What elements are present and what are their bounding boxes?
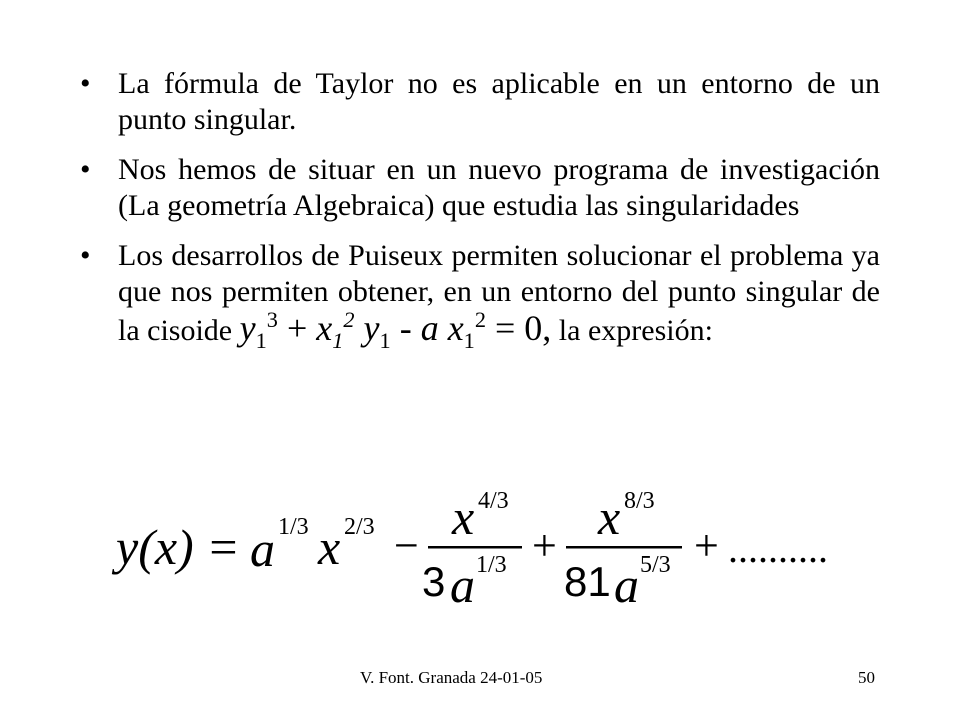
fraction2-bar (566, 546, 682, 549)
formula-continuation-dots: .......... (728, 526, 828, 571)
formula-minus: − (394, 521, 419, 570)
fraction2-numerator-x: x (598, 489, 621, 545)
fraction1-denominator-coefficient: 3 (422, 558, 446, 605)
bullet-text: Nos hemos de situar en un nuevo programa de investigación (La geometría Algebraica) que estudia las singularidades (118, 153, 880, 222)
fraction1-numerator-exponent: 4/3 (478, 488, 509, 514)
bullet-text: La fórmula de Taylor no es aplicable en un entorno de un punto singular. (118, 67, 880, 136)
cisoid-equation: $y_1^3 + x_1^2$ $y_1$ - a $x_1^2 = 0$, (239, 307, 552, 354)
page-number: 50 (858, 668, 875, 687)
fraction1-denominator-a: a (450, 557, 475, 613)
formula-a: a (250, 521, 275, 577)
bullet-algebraic-geometry (80, 152, 880, 224)
puiseux-formula (110, 486, 870, 626)
fraction2-denominator-exponent: 5/3 (640, 552, 671, 578)
bullet-taylor (80, 66, 880, 138)
fraction2-denominator-a: a (614, 557, 639, 613)
formula-a-exponent: 1/3 (278, 514, 309, 540)
fraction1-bar (428, 546, 522, 549)
bullet-text: Los desarrollos de Puiseux permiten solucionar el problema ya que nos permiten obtener, en un entorno del punto singular de la cisoide (118, 239, 880, 347)
fraction1-denominator-exponent: 1/3 (476, 552, 507, 578)
bullet-tail: la expresión: (558, 314, 713, 347)
formula-plus-1: + (532, 521, 557, 570)
footer-author-date: V. Font. Granada 24-01-05 (360, 668, 543, 687)
fraction1-numerator-x: x (452, 489, 475, 545)
fraction2-numerator-exponent: 8/3 (624, 488, 655, 514)
puiseux-formula-svg (110, 486, 870, 626)
bullet-puiseux (80, 238, 880, 354)
bullet-list (80, 66, 880, 363)
formula-plus-2: + (694, 521, 719, 570)
fraction2-denominator-coefficient: 81 (564, 558, 611, 605)
formula-x-exponent: 2/3 (344, 514, 375, 540)
formula-lhs: y(x) = (116, 519, 240, 575)
formula-x: x (318, 519, 341, 575)
